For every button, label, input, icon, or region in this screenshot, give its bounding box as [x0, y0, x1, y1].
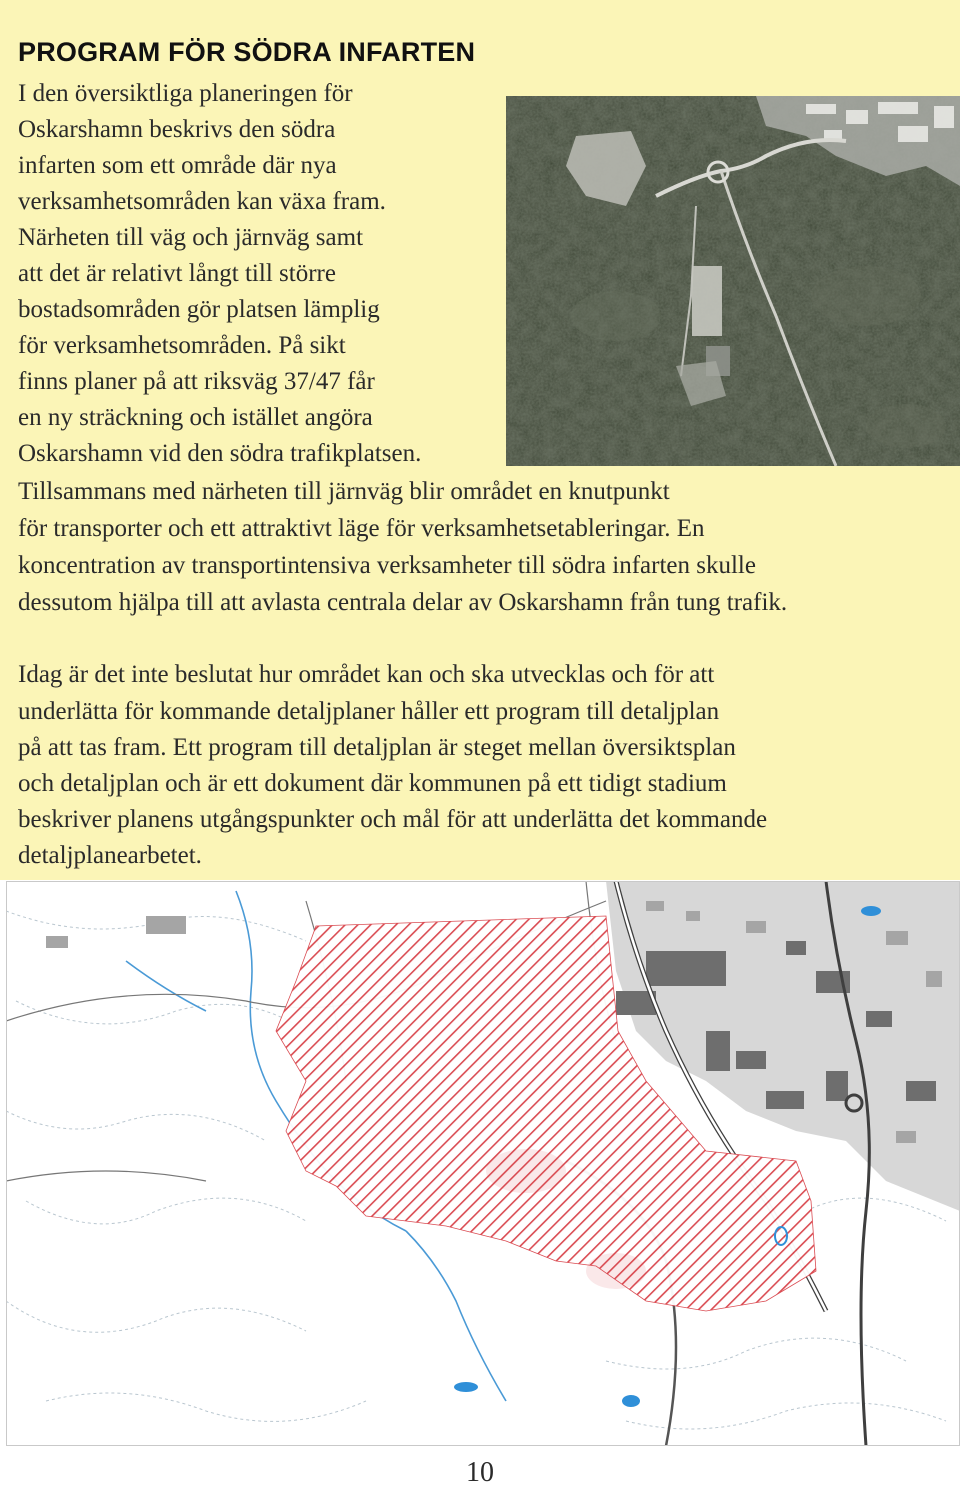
paragraph-line: Oskarshamn vid den södra trafikplatsen. [18, 440, 422, 467]
paragraph-line: finns planer på att riksväg 37/47 får [18, 368, 375, 395]
paragraph-line: dessutom hjälpa till att avlasta centrala delar av Oskarshamn från tung trafik. [18, 589, 788, 616]
paragraph-line: en ny sträckning och istället angöra [18, 404, 373, 431]
paragraph-line: verksamhetsområden kan växa fram. [18, 188, 386, 215]
paragraph-line: I den översiktliga planeringen för [18, 80, 353, 107]
industrial-site [692, 266, 722, 336]
paragraph-line: infarten som ett område där nya [18, 152, 337, 179]
program-area-highlight [486, 1149, 566, 1193]
paragraph-line: att det är relativt långt till större [18, 260, 336, 287]
paragraph-line: på att tas fram. Ett program till detaljplan är steget mellan översiktsplan [18, 734, 736, 761]
paragraph-line: Oskarshamn beskrivs den södra [18, 116, 336, 143]
page-title: PROGRAM FÖR SÖDRA INFARTEN [18, 37, 476, 67]
forest-patch [811, 266, 921, 326]
page-number: 10 [466, 1457, 494, 1488]
paragraph-line: bostadsområden gör platsen lämplig [18, 296, 380, 323]
paragraph-line: underlätta för kommande detaljplaner håller ett program till detaljplan [18, 698, 720, 725]
paragraph-line: Idag är det inte beslutat hur området kan och ska utvecklas och för att [18, 661, 715, 688]
paragraph-line: Närheten till väg och järnväg samt [18, 224, 364, 251]
aerial-photo [506, 96, 960, 466]
paragraph-line: beskriver planens utgångspunkter och mål för att underlätta det kommande [18, 806, 768, 833]
forest-patch [571, 291, 661, 341]
paragraph-line: för transporter och ett attraktivt läge för verksamhetsetableringar. En [18, 515, 705, 542]
forest-patch [866, 404, 946, 448]
paragraph-line: och detaljplan och är ett dokument där kommunen på ett tidigt stadium [18, 770, 727, 797]
plan-map [6, 881, 960, 1446]
paragraph-line: för verksamhetsområden. På sikt [18, 332, 346, 359]
paragraph-line: Tillsammans med närheten till järnväg blir området en knutpunkt [18, 478, 670, 505]
paragraph-line: detaljplanearbetet. [18, 842, 202, 869]
program-area-highlight [586, 1253, 646, 1289]
paragraph-line: koncentration av transportintensiva verksamheter till södra infarten skulle [18, 552, 756, 579]
